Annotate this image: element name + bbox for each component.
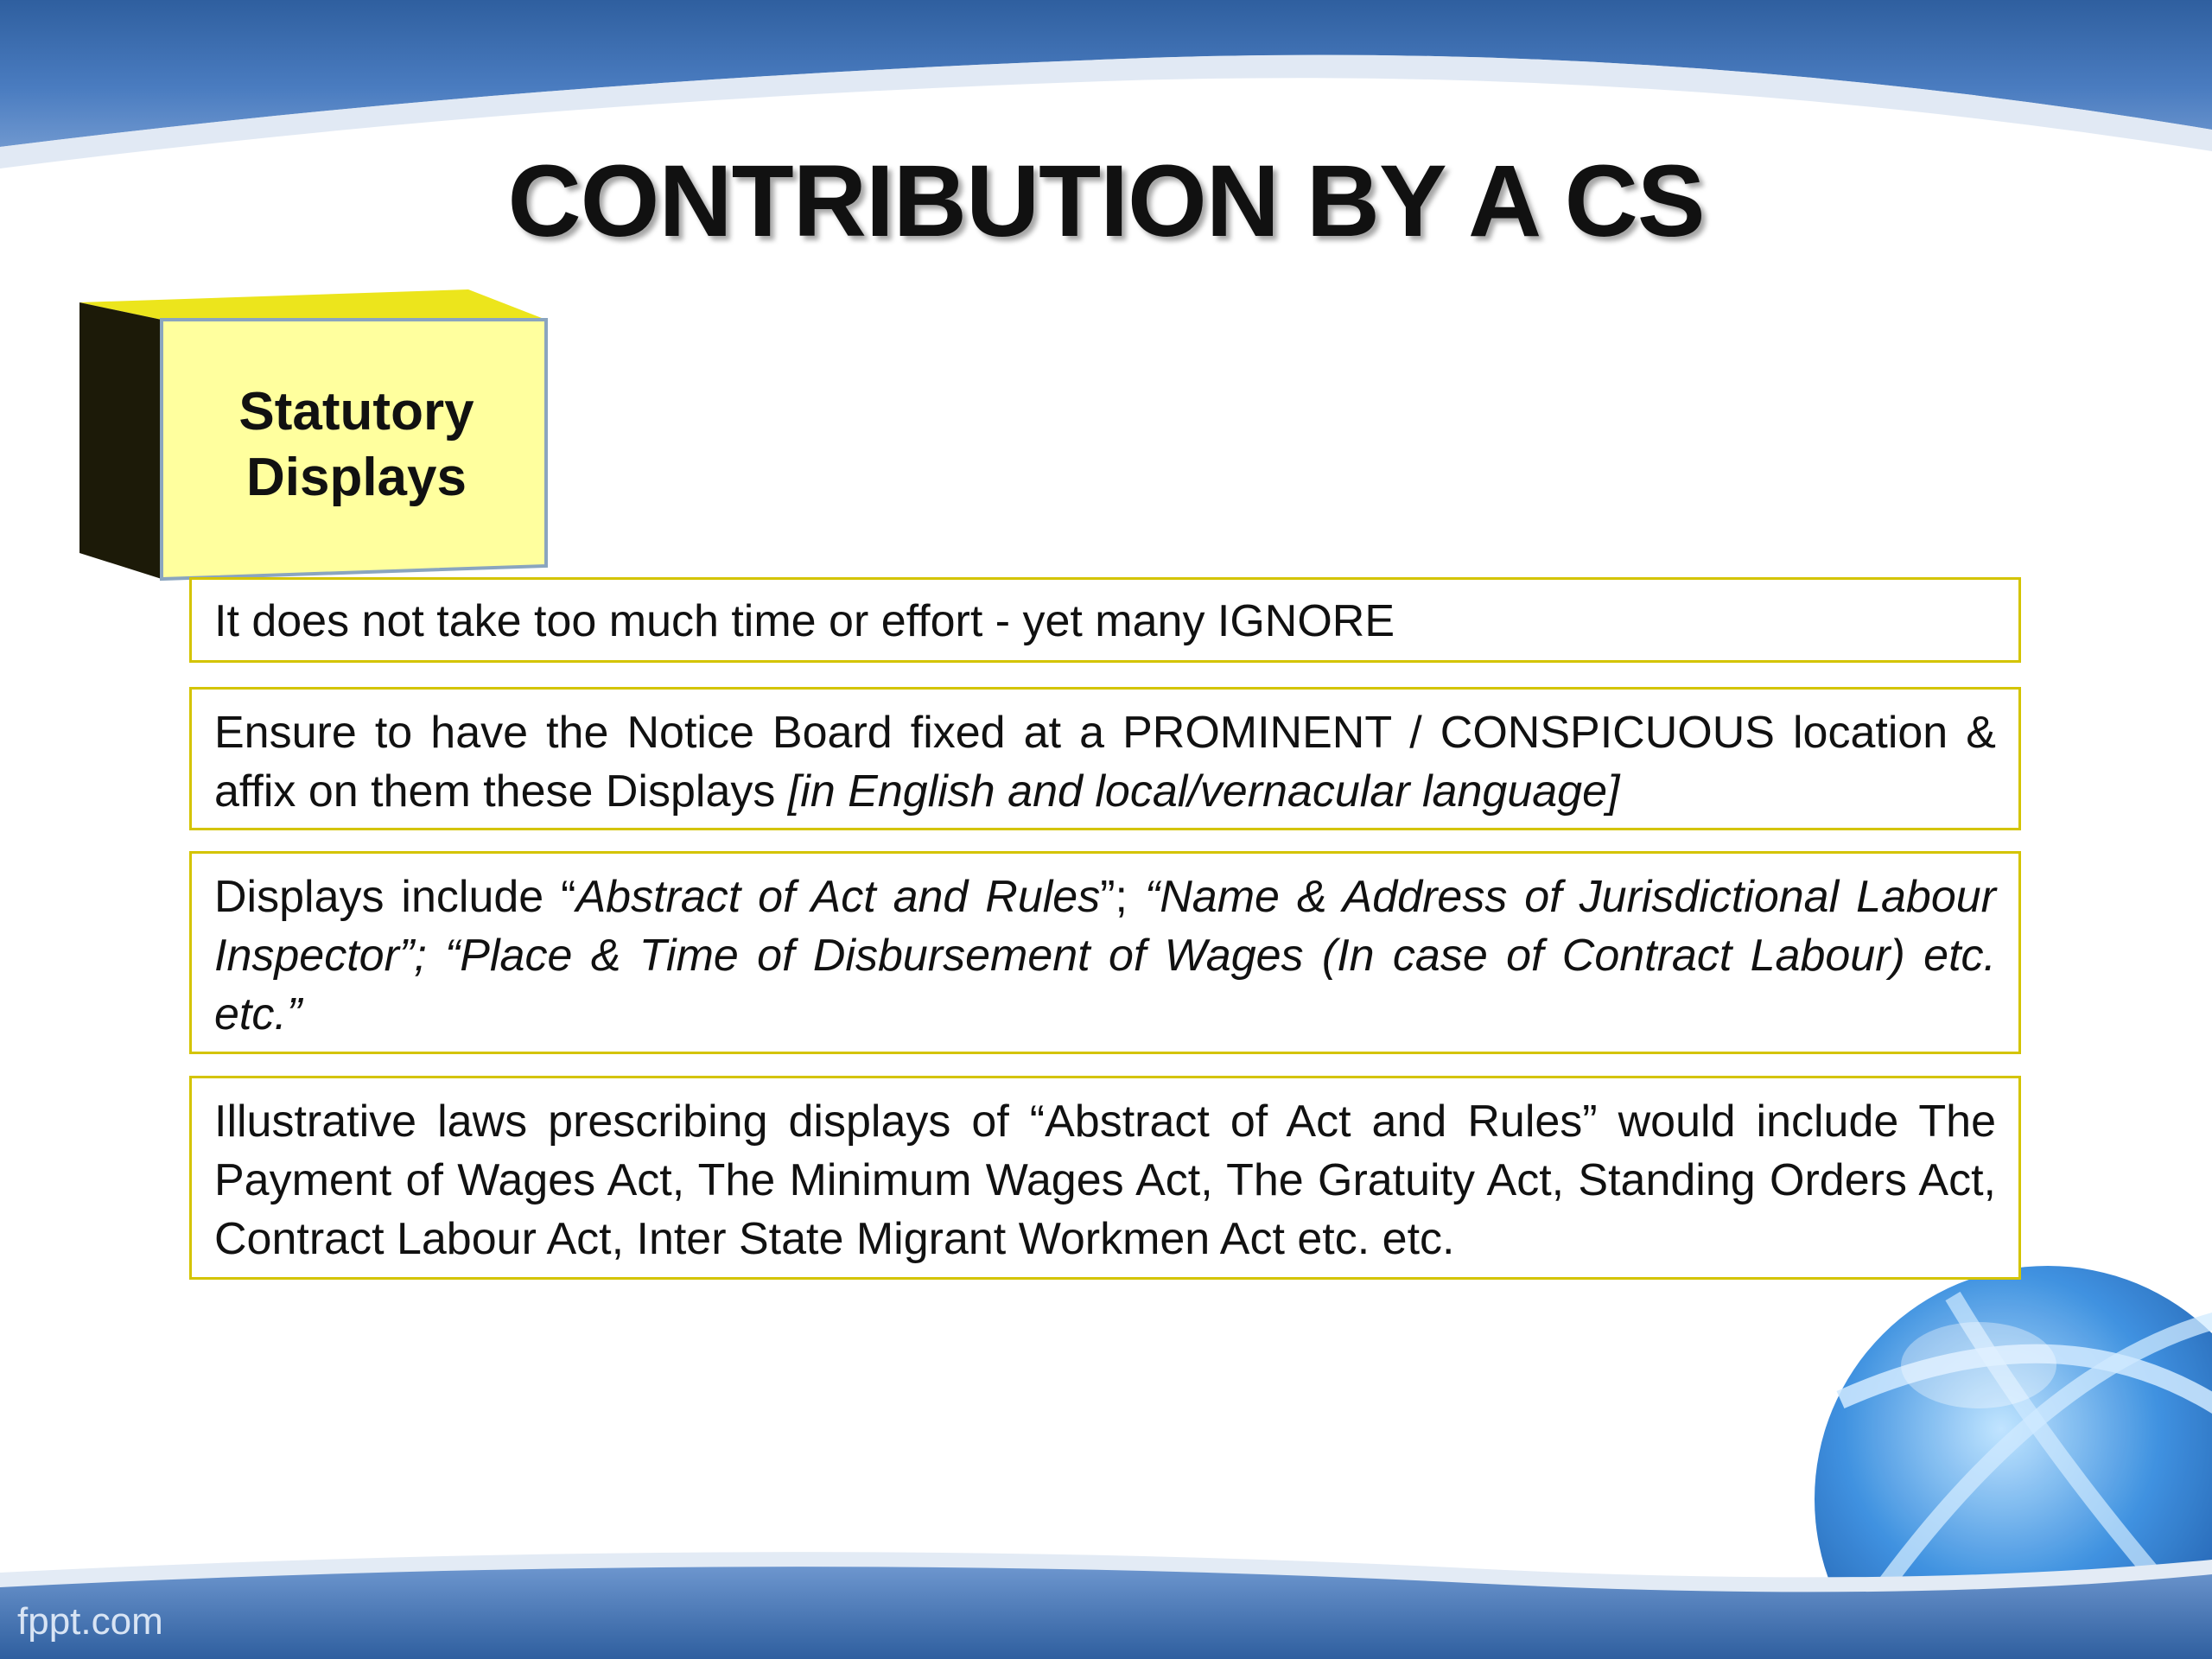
point-box-1: [189, 577, 2021, 663]
point-2-text: Ensure to have the Notice Board fixed at a PROMINENT / CONSPICUOUS location & affix on them these Displays: [214, 708, 1996, 817]
point-box-3: [189, 851, 2021, 1054]
box-label-line2: Displays: [245, 448, 467, 507]
point-3-text-a: Displays include “: [214, 872, 576, 922]
slide-title: CONTRIBUTION BY A CS: [507, 144, 1705, 258]
point-box-4: [189, 1076, 2021, 1280]
point-3-italic-b: Abstract of Act and Rules: [575, 872, 1101, 922]
point-2-italic: [in English and local/vernacular language]: [787, 766, 1620, 817]
point-box-2: [189, 687, 2021, 830]
footer-brand: fppt.com: [17, 1600, 163, 1643]
point-1-text: It does not take too much time or effort - yet many IGNORE: [214, 596, 1395, 646]
box-label: [164, 320, 549, 570]
point-4-text: Illustrative laws prescribing displays of “Abstract of Act and Rules” would include The Payment of Wages Act, The Minimum Wages Act, The Gratuity Act, Standing Orders Act, Contract Labour Act, Inter State Migrant Workmen Act etc. etc.: [214, 1096, 1996, 1264]
point-3-italic-d: “Name & Address of Jurisdictional Labour Inspector”; “Place & Time of Disbursement of Wages (In case of Contract Labour) etc. etc.”: [214, 872, 1996, 1039]
point-3-text-c: ”;: [1100, 872, 1145, 922]
box-label-line1: Statutory: [238, 382, 474, 442]
